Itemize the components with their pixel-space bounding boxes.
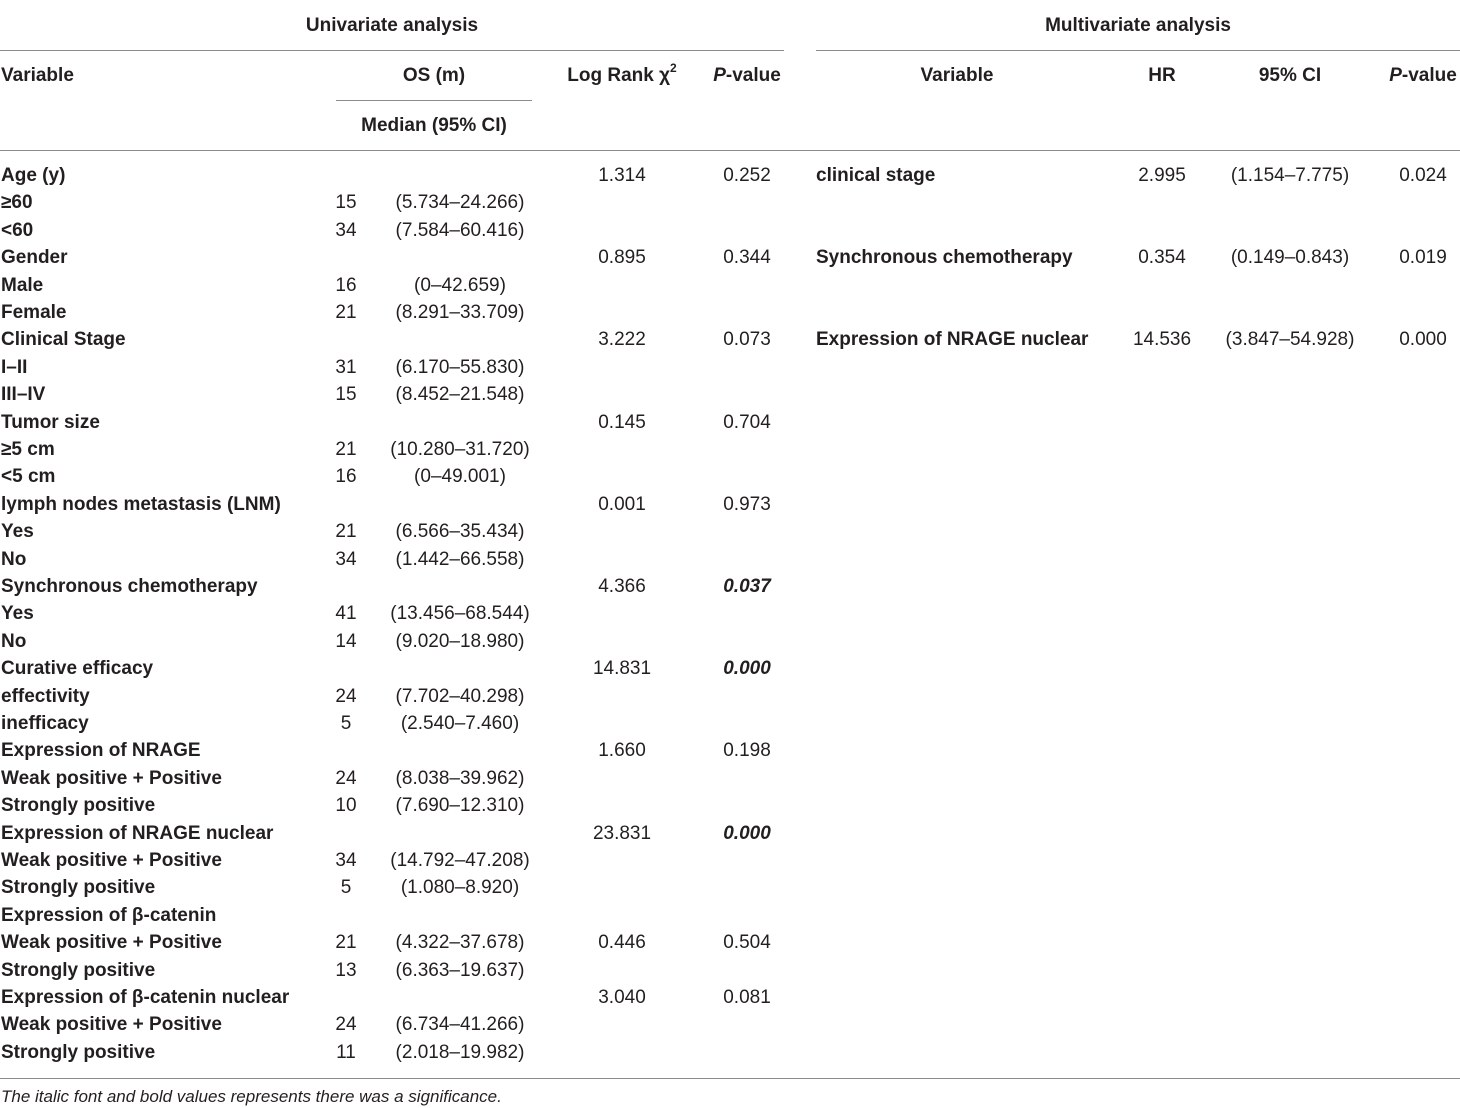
table-row-ci: (2.018–19.982) [395, 1042, 525, 1063]
header-pvalue-italic: P [713, 65, 726, 86]
table-row-label: Weak positive + Positive [1, 850, 222, 871]
table-row-n: 21 [335, 932, 357, 953]
table-row-ci: (14.792–47.208) [390, 850, 530, 871]
table-row-label: Male [1, 275, 44, 296]
multivariate-title: Multivariate analysis [1045, 15, 1231, 36]
header-logrank-text: Log Rank χ [567, 65, 671, 86]
table-row-ci: (1.442–66.558) [395, 549, 525, 570]
table-row-label: Yes [1, 521, 34, 542]
mv-header-variable: Variable [920, 65, 994, 86]
table-row-chi: 0.895 [598, 247, 646, 268]
top-rule-univariate [0, 50, 784, 51]
table-row-label: inefficacy [1, 713, 89, 734]
mv-header-pvalue-rest: -value [1401, 65, 1457, 86]
table-row-n: 24 [335, 768, 357, 789]
table-row-pvalue: 0.344 [723, 247, 771, 268]
table-row-pvalue: 0.037 [723, 576, 771, 597]
table-row-ci: (8.291–33.709) [395, 302, 525, 323]
table-row-chi: 0.446 [598, 932, 646, 953]
header-median-ci: Median (95% CI) [361, 115, 507, 136]
table-row-chi: 0.001 [598, 494, 646, 515]
mv-header-ci: 95% CI [1258, 65, 1322, 86]
table-row-n: 15 [335, 192, 357, 213]
table-footnote: The italic font and bold values represents there was a significance. [1, 1087, 502, 1106]
header-bottom-rule [0, 150, 1460, 151]
header-pvalue [706, 65, 788, 87]
table-row-label: Strongly positive [1, 795, 156, 816]
table-row-label: effectivity [1, 686, 90, 707]
mv-header-pvalue-italic: P [1389, 65, 1402, 86]
table-row-ci: (6.170–55.830) [395, 357, 525, 378]
mv-row-label: Expression of NRAGE nuclear [816, 329, 1089, 350]
table-row-n: 5 [340, 713, 352, 734]
table-row-n: 21 [335, 439, 357, 460]
table-row-ci: (5.734–24.266) [395, 192, 525, 213]
table-row-pvalue: 0.252 [723, 165, 771, 186]
mv-row-hr: 0.354 [1138, 247, 1186, 268]
table-row-ci: (6.363–19.637) [395, 960, 525, 981]
table-row-label: <5 cm [1, 466, 56, 487]
table-row-label: Tumor size [1, 412, 100, 433]
table-row-n: 21 [335, 302, 357, 323]
table-row-chi: 1.314 [598, 165, 646, 186]
table-row-label: Weak positive + Positive [1, 932, 222, 953]
table-row-label: Strongly positive [1, 1042, 156, 1063]
table-row-ci: (13.456–68.544) [390, 603, 530, 624]
table-row-ci: (0–49.001) [414, 466, 506, 487]
table-row-n: 5 [340, 877, 352, 898]
table-row-ci: (7.584–60.416) [395, 220, 525, 241]
table-row-ci: (8.452–21.548) [395, 384, 525, 405]
table-row-label: Strongly positive [1, 960, 156, 981]
table-row-n: 41 [335, 603, 357, 624]
table-row-label: Expression of NRAGE [1, 740, 201, 761]
table-row-pvalue: 0.081 [723, 987, 771, 1008]
table-row-label: No [1, 631, 27, 652]
header-os: OS (m) [402, 65, 466, 86]
table-row-pvalue: 0.073 [723, 329, 771, 350]
table-row-n: 10 [335, 795, 357, 816]
table-row-ci: (2.540–7.460) [400, 713, 520, 734]
mv-row-label: clinical stage [816, 165, 936, 186]
table-row-label: No [1, 549, 27, 570]
table-row-label: Weak positive + Positive [1, 1014, 222, 1035]
table-row-label: Synchronous chemotherapy [1, 576, 258, 597]
table-row-pvalue: 0.704 [723, 412, 771, 433]
table-row-label: Expression of β-catenin nuclear [1, 987, 290, 1008]
mv-row-pvalue: 0.024 [1399, 165, 1447, 186]
top-rule-multivariate [816, 50, 1460, 51]
table-row-label: Age (y) [1, 165, 66, 186]
table-row-chi: 23.831 [592, 823, 652, 844]
mv-row-ci: (1.154–7.775) [1230, 165, 1350, 186]
mv-row-pvalue: 0.000 [1399, 329, 1447, 350]
table-row-n: 24 [335, 686, 357, 707]
table-row-n: 21 [335, 521, 357, 542]
mv-row-hr: 2.995 [1138, 165, 1186, 186]
table-row-chi: 4.366 [598, 576, 646, 597]
header-logrank-sup: 2 [670, 60, 677, 75]
table-row-label: lymph nodes metastasis (LNM) [1, 494, 281, 515]
table-row-label: Curative efficacy [1, 658, 154, 679]
mv-row-hr: 14.536 [1132, 329, 1192, 350]
table-row-label: ≥60 [1, 192, 33, 213]
mv-header-pvalue [1380, 65, 1460, 87]
table-row-label: <60 [1, 220, 34, 241]
table-row-ci: (1.080–8.920) [400, 877, 520, 898]
table-row-ci: (7.690–12.310) [395, 795, 525, 816]
table-row-label: III–IV [1, 384, 46, 405]
table-row-pvalue: 0.198 [723, 740, 771, 761]
table-row-chi: 14.831 [592, 658, 652, 679]
table-row-pvalue: 0.504 [723, 932, 771, 953]
table-row-n: 15 [335, 384, 357, 405]
mv-row-ci: (3.847–54.928) [1225, 329, 1355, 350]
table-row-ci: (0–42.659) [414, 275, 506, 296]
table-row-label: I–II [1, 357, 28, 378]
table-row-n: 16 [335, 275, 357, 296]
table-row-label: Gender [1, 247, 68, 268]
table-row-label: Weak positive + Positive [1, 768, 222, 789]
table-row-chi: 1.660 [598, 740, 646, 761]
table-row-chi: 3.040 [598, 987, 646, 1008]
table-bottom-rule [0, 1078, 1460, 1079]
table-row-pvalue: 0.000 [723, 823, 771, 844]
table-row-label: Female [1, 302, 67, 323]
table-row-chi: 0.145 [598, 412, 646, 433]
table-row-ci: (6.566–35.434) [395, 521, 525, 542]
table-row-pvalue: 0.973 [723, 494, 771, 515]
table-row-n: 11 [336, 1042, 356, 1063]
table-row-label: Yes [1, 603, 34, 624]
table-row-n: 14 [335, 631, 357, 652]
table-row-ci: (8.038–39.962) [395, 768, 525, 789]
table-row-ci: (6.734–41.266) [395, 1014, 525, 1035]
os-subheader-rule [336, 100, 532, 101]
table-row-n: 13 [335, 960, 357, 981]
table-row-n: 24 [335, 1014, 357, 1035]
table-row-ci: (10.280–31.720) [390, 439, 530, 460]
table-row-label: Expression of β-catenin [1, 905, 217, 926]
mv-row-pvalue: 0.019 [1399, 247, 1447, 268]
table-row-n: 16 [335, 466, 357, 487]
table-row-n: 34 [335, 850, 357, 871]
header-logrank [552, 60, 692, 87]
table-row-label: Strongly positive [1, 877, 156, 898]
table-row-label: ≥5 cm [1, 439, 55, 460]
table-row-chi: 3.222 [598, 329, 646, 350]
mv-row-label: Synchronous chemotherapy [816, 247, 1073, 268]
table-row-pvalue: 0.000 [723, 658, 771, 679]
table-row-n: 31 [335, 357, 357, 378]
mv-row-ci: (0.149–0.843) [1230, 247, 1350, 268]
table-row-label: Expression of NRAGE nuclear [1, 823, 274, 844]
header-pvalue-rest: -value [725, 65, 781, 86]
table-row-n: 34 [335, 549, 357, 570]
table-row-ci: (9.020–18.980) [395, 631, 525, 652]
table-row-ci: (4.322–37.678) [395, 932, 525, 953]
table-row-ci: (7.702–40.298) [395, 686, 525, 707]
mv-header-hr: HR [1148, 65, 1176, 86]
header-variable: Variable [1, 65, 74, 86]
table-row-n: 34 [335, 220, 357, 241]
univariate-title: Univariate analysis [305, 15, 479, 36]
table-row-label: Clinical Stage [1, 329, 126, 350]
